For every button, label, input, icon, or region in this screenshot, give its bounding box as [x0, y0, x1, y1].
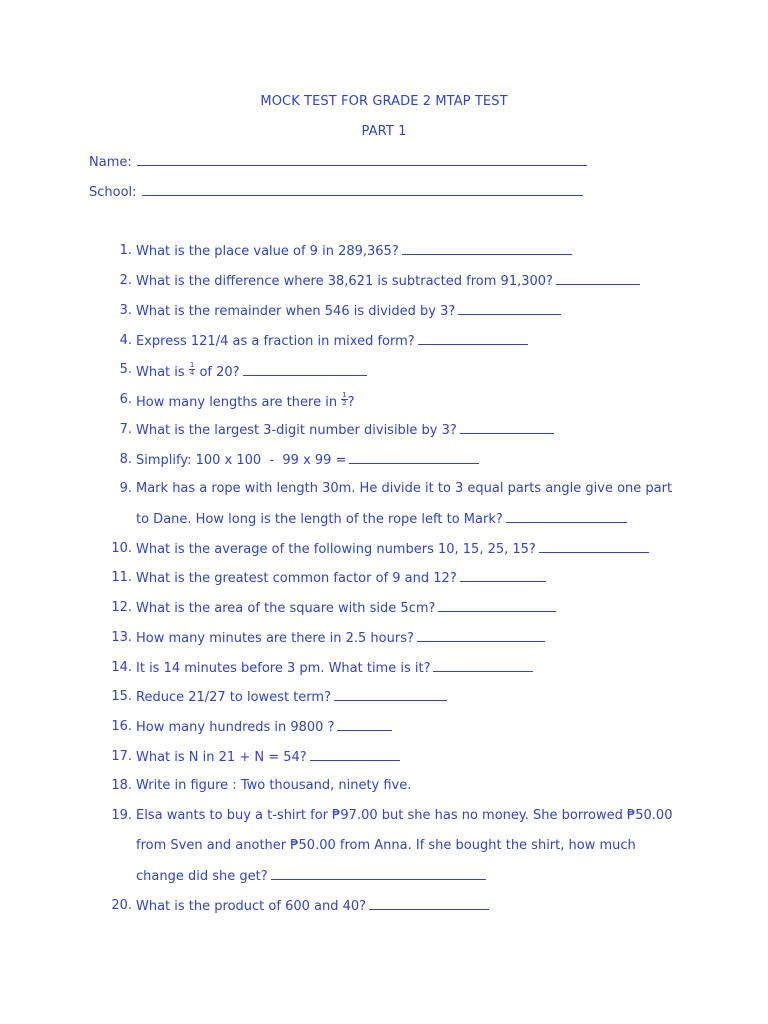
question-text: How many minutes are there in 2.5 hours? — [136, 631, 414, 646]
question-number: 20. — [111, 898, 132, 913]
question-text: Elsa wants to buy a t-shirt for ₱97.00 but she has no money. She borrowed ₱50.00 — [136, 808, 673, 823]
answer-blank[interactable] — [402, 243, 572, 255]
question-number: 5. — [119, 362, 132, 377]
answer-blank[interactable] — [417, 630, 545, 642]
question-text: What is N in 21 + N = 54? — [136, 750, 307, 765]
fraction: $\frac{1}{4}$ — [189, 361, 195, 377]
question-number: 18. — [111, 778, 132, 793]
question-text: How many lengths are there in — [136, 395, 338, 410]
question-text: Write in figure : Two thousand, ninety five. — [136, 778, 412, 793]
answer-blank[interactable] — [271, 868, 486, 880]
question-number: 10. — [111, 541, 132, 556]
question-number: 3. — [119, 303, 132, 318]
question-number: 14. — [111, 660, 132, 675]
question-number: 11. — [111, 570, 132, 585]
answer-blank[interactable] — [433, 660, 533, 672]
answer-blank[interactable] — [460, 422, 554, 434]
question-number: 12. — [111, 600, 132, 615]
question-text: Mark has a rope with length 30m. He divide it to 3 equal parts angle give one part — [136, 481, 673, 496]
question-text: What is the difference where 38,621 is subtracted from 91,300? — [136, 274, 553, 289]
school-blank-line[interactable] — [142, 184, 583, 196]
question-number: 7. — [119, 422, 132, 437]
answer-blank[interactable] — [458, 303, 561, 315]
answer-blank[interactable] — [369, 898, 489, 910]
question-text: What is the area of the square with side 5cm? — [136, 601, 436, 616]
question-text: What is the largest 3-digit number divisible by 3? — [136, 423, 457, 438]
question-text: What is the greatest common factor of 9 and 12? — [136, 571, 457, 586]
question-text: Simplify: 100 x 100 - 99 x 99 = — [136, 453, 347, 468]
part-heading: PART 1 — [361, 124, 407, 139]
worksheet-page: MOCK TEST FOR GRADE 2 MTAP TEST PART 1 Name: School: 1. What is the place value of 9 in 289,365? 2. What is the difference where 38,621 is subtracted from 91,300? 3. What is the remainder when 546 is divided by 3? 4. Express 121/4 as a fraction in mixed form? 5. What is $\frac{1}{4}$ of 20? 6. How many lengths are there in $\frac{1}{2}$ ? 7. What is the largest 3-digit number divisible by 3? 8. Simplify: 100 x 100 - 99 x 99 = 9. Mark has a rope with length 30m. He divide it to 3 equal parts angle give one part to Dane. How long is the length of the rope left to Mark? 10. What is the average of the following numbers 10, 15, 25, 15? 11. What is the greatest common factor of 9 and 12? 12. What is the area of the square with side 5cm? 13. How many minutes are there in 2.5 hours? 14. It is 14 minutes before 3 pm. What time is it? 15. Reduce 21/27 to lowest term? 16. How many hundreds in 9800 ? 17. What is N in 21 + N = 54? 18. Write in figure : Two thousand, ninety five. 19. Elsa wants to buy a t-shirt for ₱97.00 but she has no money. She borrowed ₱50.00 from Sven and another ₱50.00 from Anna. If she bought the shirt, how much change did she get? 20. What is the product of 600 and 40? — [0, 0, 768, 1024]
answer-blank[interactable] — [310, 749, 400, 761]
question-number: 15. — [111, 689, 132, 704]
answer-blank[interactable] — [539, 541, 649, 553]
question-number: 4. — [119, 333, 132, 348]
question-number: 8. — [119, 452, 132, 467]
question-text: change did she get? — [136, 869, 268, 884]
question-number: 13. — [111, 630, 132, 645]
question-number: 1. — [119, 243, 132, 258]
school-field — [89, 184, 583, 200]
name-label: Name: — [89, 155, 132, 170]
answer-blank[interactable] — [556, 273, 640, 285]
question-text: What is the average of the following numbers 10, 15, 25, 15? — [136, 542, 536, 557]
question-number: 17. — [111, 749, 132, 764]
answer-blank[interactable] — [438, 600, 556, 612]
question-text: What is the place value of 9 in 289,365? — [136, 244, 399, 259]
question-text: Reduce 21/27 to lowest term? — [136, 690, 331, 705]
answer-blank[interactable] — [337, 719, 392, 731]
question-text: What is the product of 600 and 40? — [136, 899, 367, 914]
question-text: How many hundreds in 9800 ? — [136, 720, 335, 735]
page-title: MOCK TEST FOR GRADE 2 MTAP TEST — [260, 94, 508, 109]
question-number: 19. — [111, 808, 132, 823]
question-number: 16. — [111, 719, 132, 734]
school-label: School: — [89, 185, 137, 200]
name-field — [89, 154, 587, 170]
question-number: 2. — [119, 273, 132, 288]
answer-blank[interactable] — [418, 333, 528, 345]
question-text: to Dane. How long is the length of the rope left to Mark? — [136, 512, 503, 527]
answer-blank[interactable] — [243, 364, 367, 376]
question-text: from Sven and another ₱50.00 from Anna. If she bought the shirt, how much — [136, 838, 636, 853]
answer-blank[interactable] — [334, 689, 447, 701]
answer-blank[interactable] — [349, 452, 479, 464]
answer-blank[interactable] — [460, 570, 546, 582]
question-text: Express 121/4 as a fraction in mixed form? — [136, 334, 415, 349]
question-number: 6. — [119, 392, 132, 407]
name-blank-line[interactable] — [137, 154, 587, 166]
question-text: What is the remainder when 546 is divided by 3? — [136, 304, 456, 319]
answer-blank[interactable] — [506, 511, 627, 523]
question-text: It is 14 minutes before 3 pm. What time is it? — [136, 661, 431, 676]
question-number: 9. — [119, 481, 132, 496]
question-text: What is — [136, 365, 185, 380]
fraction: $\frac{1}{2}$ — [342, 391, 347, 407]
